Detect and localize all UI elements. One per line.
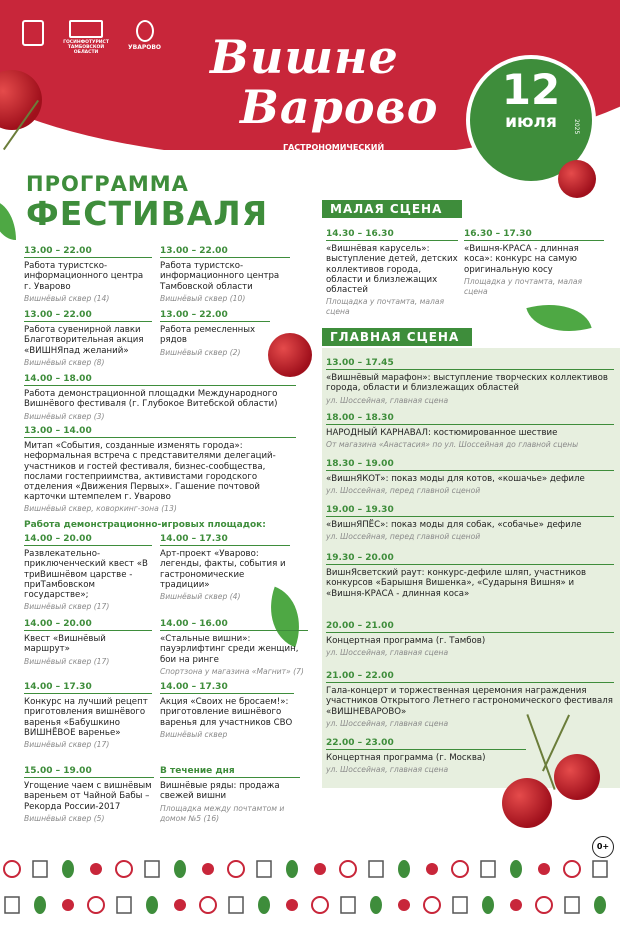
ornament-block bbox=[229, 897, 243, 913]
region-logo bbox=[22, 20, 44, 48]
ornament-block bbox=[453, 897, 467, 913]
ornament-cherry bbox=[62, 899, 74, 911]
ornament-ring bbox=[536, 897, 552, 913]
ornament-leaf bbox=[370, 896, 382, 914]
ornament-leaf bbox=[482, 896, 494, 914]
event-item: 15.00 – 19.00 Угощение чаем с вишнёвым вареньем от Чайной Бабы – Рекорда России-2017 Вишнёвый сквер (5) bbox=[24, 766, 154, 824]
cherry-decoration bbox=[558, 160, 596, 198]
ornament-ring bbox=[4, 861, 20, 877]
folk-ornament-border bbox=[0, 855, 620, 930]
ornament-leaf bbox=[146, 896, 158, 914]
ornament-leaf bbox=[286, 860, 298, 878]
event-item: 14.00 – 18.00 Работа демонстрационной площадки Международного Вишнёвого фестиваля (г. Глубокое Витебской области) Вишнёвый сквер (3) bbox=[24, 374, 296, 422]
event-item: 13.00 – 22.00 Работа ремесленных рядов Вишнёвый сквер (2) bbox=[160, 310, 270, 358]
ornament-block bbox=[117, 897, 131, 913]
ornament-block bbox=[341, 897, 355, 913]
main-stage-event: 18.30 – 19.00 «ВишнЯКОТ»: показ моды для котов, «кошачье» дефиле ул. Шоссейная, перед главной сценой bbox=[326, 459, 614, 497]
ornament-leaf bbox=[174, 860, 186, 878]
ornament-cherry bbox=[426, 863, 438, 875]
ornament-ring bbox=[228, 861, 244, 877]
ornament-cherry bbox=[90, 863, 102, 875]
cherry-decoration bbox=[268, 333, 312, 377]
festival-title-line-1: Вишне bbox=[210, 30, 399, 84]
ornament-ring bbox=[88, 897, 104, 913]
main-stage-event: 19.00 – 19.30 «ВишнЯПЁС»: показ моды для собак, «собачье» дефиле ул. Шоссейная, перед главной сценой bbox=[326, 505, 614, 543]
demo-platforms-subtitle: Работа демонстрационно-игровых площадок: bbox=[24, 520, 266, 530]
main-stage-event: 18.00 – 18.30 НАРОДНЫЙ КАРНАВАЛ: костюмированное шествие От магазина «Анастасия» по ул. Шоссейная до главной сцены bbox=[326, 413, 614, 451]
event-item: 13.00 – 14.00 Митап «События, созданные изменять города»: неформальная встреча с представителями делегаций-участников и гостей фестиваля, бизнес-сообщества, послами гостеприимства, активистами городского отделения «Движения Первых». Гашение почтовой карточки штемпелем г. Уварово Вишнёвый сквер, коворкинг-зона (13) bbox=[24, 426, 296, 515]
ornament-block bbox=[257, 861, 271, 877]
ornament-block bbox=[5, 897, 19, 913]
event-item: 13.00 – 22.00 Работа туристско-информационного центра г. Уварово Вишнёвый сквер (14) bbox=[24, 246, 152, 304]
ornament-cherry bbox=[314, 863, 326, 875]
ornament-leaf bbox=[34, 896, 46, 914]
event-item: 13.00 – 22.00 Работа сувенирной лавки Благотворительная акция «ВИШНЯпад желаний» Вишнёвый сквер (8) bbox=[24, 310, 152, 368]
ornament-leaf bbox=[510, 860, 522, 878]
small-stage-event: 16.30 – 17.30 «Вишня-КРАСА - длинная коса»: конкурс на самую оригинальную косу Площадка у почтамта, малая сцена bbox=[464, 229, 604, 297]
small-stage-heading: МАЛАЯ СЦЕНА bbox=[322, 200, 462, 218]
ornament-ring bbox=[340, 861, 356, 877]
event-item: 13.00 – 22.00 Работа туристско-информационного центра Тамбовской области Вишнёвый сквер (10) bbox=[160, 246, 290, 304]
ornament-svg bbox=[0, 855, 620, 930]
partner-logos bbox=[22, 20, 161, 55]
event-item: 14.00 – 17.30 Акция «Своих не бросаем!»: приготовление вишнёвого варенья для участников СВО Вишнёвый сквер bbox=[160, 682, 293, 739]
event-item: 14.00 – 20.00 Квест «Вишнёвый маршрут» Вишнёвый сквер (17) bbox=[24, 619, 152, 667]
ornament-ring bbox=[424, 897, 440, 913]
tourism-logo: ГОСИНФОТУРИСТ ТАМБОВСКОЙ ОБЛАСТИ bbox=[58, 20, 114, 55]
age-rating-badge: 0+ bbox=[592, 836, 614, 858]
program-title: ПРОГРАММА ФЕСТИВАЛЯ bbox=[26, 172, 269, 233]
ornament-block bbox=[145, 861, 159, 877]
leaf-decoration bbox=[526, 293, 591, 343]
date-month: июля bbox=[505, 112, 557, 132]
main-stage-event: 22.00 – 23.00 Концертная программа (г. Москва) ул. Шоссейная, главная сцена bbox=[326, 738, 526, 776]
date-day: 12 bbox=[501, 65, 561, 114]
ornament-ring bbox=[116, 861, 132, 877]
main-stage-event: 20.00 – 21.00 Концертная программа (г. Тамбов) ул. Шоссейная, главная сцена bbox=[326, 621, 614, 659]
ornament-block bbox=[565, 897, 579, 913]
event-item: 14.00 – 17.30 Арт-проект «Уварово: легенды, факты, события и гастрономические традиции» Вишнёвый сквер (4) bbox=[160, 534, 290, 602]
uvarovo-logo: УВАРОВО bbox=[128, 20, 161, 51]
leaf-decoration bbox=[0, 200, 16, 240]
ornament-cherry bbox=[398, 899, 410, 911]
event-item: 14.00 – 20.00 Развлекательно-приключенческий квест «В триВишнёвом царстве - приТамбовском государстве»; Вишнёвый сквер (17) bbox=[24, 534, 152, 612]
ornament-block bbox=[369, 861, 383, 877]
ornament-block bbox=[33, 861, 47, 877]
ornament-ring bbox=[564, 861, 580, 877]
ornament-leaf bbox=[62, 860, 74, 878]
ornament-block bbox=[593, 861, 607, 877]
ornament-cherry bbox=[174, 899, 186, 911]
cherry-decoration bbox=[502, 778, 552, 828]
small-stage-event: 14.30 – 16.30 «Вишнёвая карусель»: выступление детей, детских коллективов города, области и близлежащих областей Площадка у почтамта, малая сцена bbox=[326, 229, 458, 317]
cherry-decoration bbox=[554, 754, 600, 800]
main-stage-event: 21.00 – 22.00 Гала-концерт и торжественная церемония награждения участников Открытого Летнего гастрономического фестиваля «ВИШНЕВАРОВО» ул. Шоссейная, главная сцена bbox=[326, 671, 613, 728]
ornament-ring bbox=[452, 861, 468, 877]
main-stage-event: 19.30 – 20.00 ВишнЯсветский раут: конкурс-дефиле шляп, участников конкурсов «Барышня Вишенка», «Сударыня Вишня» и «Вишня-КРАСА - длинная коса» bbox=[326, 553, 614, 599]
event-item: 14.00 – 16.00 «Стальные вишни»: пауэрлифтинг среди женщин, бои на ринге Спортзона у магазина «Магнит» (7) bbox=[160, 619, 308, 677]
ornament-block bbox=[481, 861, 495, 877]
ornament-cherry bbox=[286, 899, 298, 911]
main-stage-event: 13.00 – 17.45 «Вишнёвый марафон»: выступление творческих коллективов города, области и близлежащих областей ул. Шоссейная, главная сцена bbox=[326, 358, 614, 406]
event-item: В течение дня Вишнёвые ряды: продажа свежей вишни Площадка между почтамтом и домом №5 (16) bbox=[160, 766, 300, 824]
festival-title-line-2: Варово bbox=[240, 80, 439, 134]
date-year: 2025 bbox=[573, 119, 580, 135]
event-item: 14.00 – 17.30 Конкурс на лучший рецепт приготовления вишнёвого варенья «Бабушкино ВИШНЁВОЕ варенье» Вишнёвый сквер (17) bbox=[24, 682, 152, 750]
main-stage-heading: ГЛАВНАЯ СЦЕНА bbox=[322, 328, 472, 346]
festival-subtitle: ГАСТРОНОМИЧЕСКИЙ ФЕСТИВАЛЬ bbox=[283, 143, 385, 162]
ornament-leaf bbox=[258, 896, 270, 914]
ornament-leaf bbox=[594, 896, 606, 914]
ornament-ring bbox=[312, 897, 328, 913]
ornament-leaf bbox=[398, 860, 410, 878]
ornament-cherry bbox=[202, 863, 214, 875]
ornament-cherry bbox=[538, 863, 550, 875]
ornament-ring bbox=[200, 897, 216, 913]
ornament-cherry bbox=[510, 899, 522, 911]
